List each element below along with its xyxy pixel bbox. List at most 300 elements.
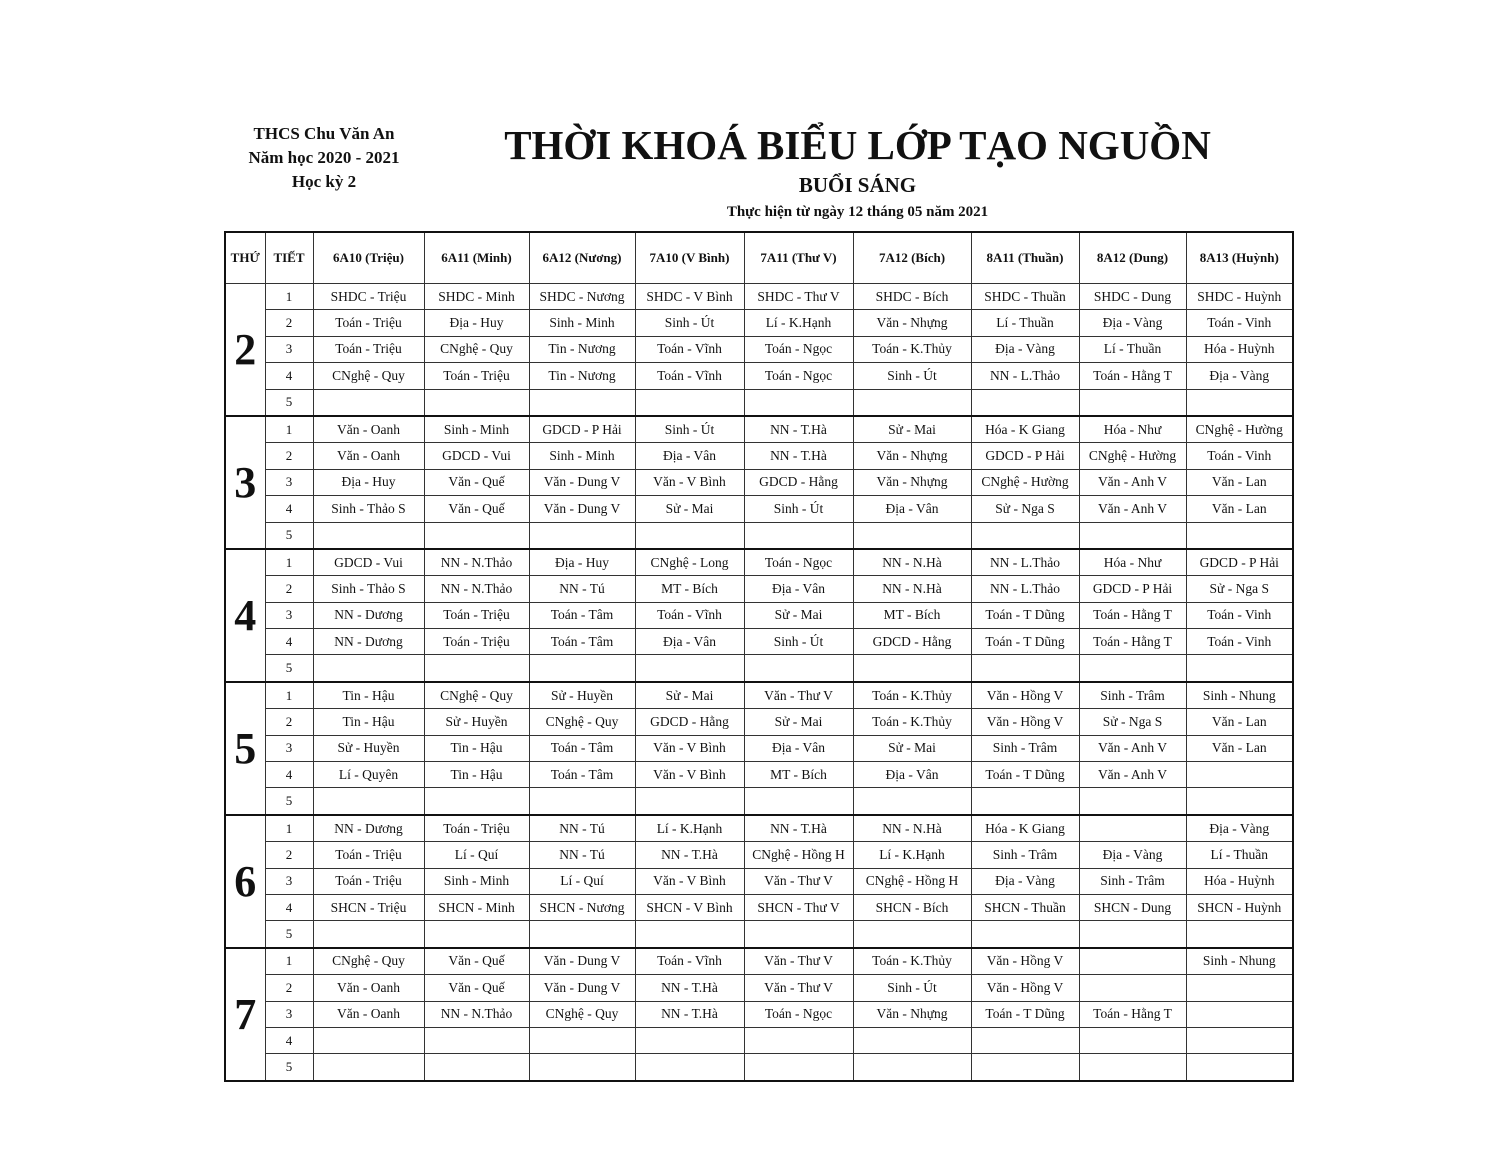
lesson-cell — [1186, 655, 1293, 682]
lesson-cell: Lí - K.Hạnh — [744, 310, 853, 336]
lesson-cell: Địa - Vàng — [971, 868, 1079, 894]
period-number: 2 — [265, 709, 313, 735]
day-label: 5 — [225, 682, 265, 815]
school-year: Năm học 2020 - 2021 — [248, 148, 400, 167]
lesson-cell — [1079, 975, 1186, 1001]
lesson-cell: Lí - Thuần — [1186, 842, 1293, 868]
lesson-cell: Địa - Vàng — [1186, 815, 1293, 842]
lesson-cell: Lí - Thuần — [1079, 336, 1186, 362]
lesson-cell — [529, 1054, 635, 1081]
table-row — [225, 576, 1293, 602]
school-name: THCS Chu Văn An — [253, 124, 395, 143]
class-header: 6A11 (Minh) — [424, 232, 529, 284]
lesson-cell — [635, 655, 744, 682]
lesson-cell: Lí - K.Hạnh — [853, 842, 971, 868]
lesson-cell: Toán - Triệu — [313, 868, 424, 894]
lesson-cell: CNghệ - Quy — [313, 363, 424, 389]
lesson-cell: NN - Dương — [313, 815, 424, 842]
lesson-cell: Toán - Vinh — [1186, 443, 1293, 469]
lesson-cell: NN - Tú — [529, 576, 635, 602]
lesson-cell: Sinh - Nhung — [1186, 682, 1293, 709]
lesson-cell — [313, 389, 424, 416]
lesson-cell — [1079, 921, 1186, 948]
lesson-cell — [853, 522, 971, 549]
lesson-cell: Văn - Quế — [424, 975, 529, 1001]
class-header: 8A13 (Huỳnh) — [1186, 232, 1293, 284]
day-label: 7 — [225, 948, 265, 1081]
lesson-cell: GDCD - Vui — [424, 443, 529, 469]
lesson-cell: CNghệ - Quy — [424, 682, 529, 709]
period-number: 1 — [265, 549, 313, 576]
lesson-cell: SHCN - Huỳnh — [1186, 894, 1293, 920]
lesson-cell: Văn - Quế — [424, 948, 529, 975]
lesson-cell: Toán - K.Thủy — [853, 682, 971, 709]
lesson-cell: Sử - Mai — [635, 682, 744, 709]
lesson-cell — [313, 921, 424, 948]
lesson-cell: GDCD - Hằng — [744, 469, 853, 495]
lesson-cell: Sử - Nga S — [1186, 576, 1293, 602]
lesson-cell: Toán - K.Thủy — [853, 948, 971, 975]
lesson-cell: Toán - T Dũng — [971, 629, 1079, 655]
lesson-cell: Toán - Tâm — [529, 602, 635, 628]
lesson-cell: Văn - Thư V — [744, 682, 853, 709]
lesson-cell: Sử - Mai — [744, 602, 853, 628]
lesson-cell: CNghệ - Hường — [971, 469, 1079, 495]
lesson-cell — [529, 921, 635, 948]
lesson-cell: SHCN - Bích — [853, 894, 971, 920]
lesson-cell: SHDC - Minh — [424, 284, 529, 310]
day-label: 6 — [225, 815, 265, 948]
lesson-cell: NN - N.Hà — [853, 549, 971, 576]
class-header: 7A10 (V Bình) — [635, 232, 744, 284]
lesson-cell: Địa - Huy — [424, 310, 529, 336]
lesson-cell: Văn - Anh V — [1079, 735, 1186, 761]
table-row — [225, 469, 1293, 495]
lesson-cell — [971, 921, 1079, 948]
lesson-cell: Địa - Vàng — [971, 336, 1079, 362]
lesson-cell: Văn - Dung V — [529, 948, 635, 975]
table-row — [225, 310, 1293, 336]
lesson-cell: SHCN - V Bình — [635, 894, 744, 920]
lesson-cell: Địa - Vàng — [1079, 842, 1186, 868]
period-number: 1 — [265, 284, 313, 310]
lesson-cell — [853, 389, 971, 416]
lesson-cell: NN - Tú — [529, 815, 635, 842]
lesson-cell — [313, 522, 424, 549]
lesson-cell: Sinh - Thảo S — [313, 496, 424, 522]
lesson-cell — [744, 921, 853, 948]
lesson-cell: NN - N.Thảo — [424, 1001, 529, 1027]
period-number: 3 — [265, 868, 313, 894]
timetable — [224, 231, 1294, 1082]
lesson-cell — [1079, 522, 1186, 549]
lesson-cell: SHDC - Huỳnh — [1186, 284, 1293, 310]
lesson-cell: Văn - Lan — [1186, 469, 1293, 495]
table-row — [225, 868, 1293, 894]
lesson-cell: Địa - Vân — [853, 762, 971, 788]
lesson-cell: Tin - Hậu — [424, 735, 529, 761]
lesson-cell: Sinh - Minh — [424, 416, 529, 443]
lesson-cell: Sinh - Út — [744, 629, 853, 655]
lesson-cell — [1186, 1054, 1293, 1081]
lesson-cell: Văn - Hồng V — [971, 709, 1079, 735]
lesson-cell: NN - Dương — [313, 629, 424, 655]
period-number: 4 — [265, 496, 313, 522]
lesson-cell — [635, 389, 744, 416]
lesson-cell: Hóa - Như — [1079, 549, 1186, 576]
lesson-cell: Văn - Dung V — [529, 975, 635, 1001]
period-number: 5 — [265, 655, 313, 682]
day-label: 4 — [225, 549, 265, 682]
lesson-cell — [971, 655, 1079, 682]
lesson-cell: Văn - Lan — [1186, 709, 1293, 735]
table-row — [225, 629, 1293, 655]
table-row — [225, 284, 1293, 310]
lesson-cell: Sinh - Trâm — [1079, 682, 1186, 709]
table-row — [225, 709, 1293, 735]
lesson-cell: Toán - Triệu — [313, 336, 424, 362]
lesson-cell — [853, 655, 971, 682]
lesson-cell: Văn - Oanh — [313, 443, 424, 469]
lesson-cell: Sinh - Út — [635, 310, 744, 336]
lesson-cell: Sử - Huyền — [529, 682, 635, 709]
class-header: 6A10 (Triệu) — [313, 232, 424, 284]
lesson-cell: Toán - Triệu — [313, 842, 424, 868]
lesson-cell — [529, 788, 635, 815]
period-number: 2 — [265, 310, 313, 336]
lesson-cell: SHDC - Triệu — [313, 284, 424, 310]
lesson-cell — [1079, 788, 1186, 815]
lesson-cell — [744, 522, 853, 549]
lesson-cell: Địa - Vàng — [1079, 310, 1186, 336]
lesson-cell — [1079, 1027, 1186, 1053]
period-number: 2 — [265, 576, 313, 602]
table-row — [225, 522, 1293, 549]
timetable-body — [225, 284, 1293, 1081]
period-number: 4 — [265, 363, 313, 389]
lesson-cell: SHCN - Triệu — [313, 894, 424, 920]
lesson-cell: NN - L.Thảo — [971, 576, 1079, 602]
lesson-cell: Văn - Hồng V — [971, 948, 1079, 975]
lesson-cell: Địa - Vân — [635, 443, 744, 469]
lesson-cell: Toán - Hằng T — [1079, 602, 1186, 628]
lesson-cell: Hóa - K Giang — [971, 416, 1079, 443]
page-title: THỜI KHOÁ BIỂU LỚP TẠO NGUỒN — [504, 122, 1211, 168]
period-number: 3 — [265, 1001, 313, 1027]
lesson-cell: Toán - Triệu — [424, 363, 529, 389]
table-row — [225, 948, 1293, 975]
lesson-cell: Sinh - Thảo S — [313, 576, 424, 602]
lesson-cell — [313, 1027, 424, 1053]
lesson-cell — [1186, 788, 1293, 815]
lesson-cell — [313, 1054, 424, 1081]
lesson-cell — [635, 1027, 744, 1053]
lesson-cell: Sử - Nga S — [971, 496, 1079, 522]
period-number: 3 — [265, 336, 313, 362]
table-row — [225, 788, 1293, 815]
lesson-cell: Toán - Triệu — [424, 602, 529, 628]
lesson-cell — [1186, 1027, 1293, 1053]
lesson-cell — [744, 389, 853, 416]
lesson-cell: GDCD - Hằng — [635, 709, 744, 735]
lesson-cell: Hóa - Như — [1079, 416, 1186, 443]
lesson-cell — [424, 1027, 529, 1053]
class-header: 7A12 (Bích) — [853, 232, 971, 284]
lesson-cell — [971, 389, 1079, 416]
lesson-cell: Văn - Anh V — [1079, 496, 1186, 522]
lesson-cell: CNghệ - Quy — [529, 1001, 635, 1027]
day-column-header: THỨ — [225, 232, 265, 284]
class-header: 7A11 (Thư V) — [744, 232, 853, 284]
lesson-cell: Lí - Quyên — [313, 762, 424, 788]
lesson-cell — [744, 788, 853, 815]
lesson-cell: Sinh - Út — [635, 416, 744, 443]
lesson-cell: Toán - Triệu — [424, 815, 529, 842]
lesson-cell: Văn - V Bình — [635, 735, 744, 761]
lesson-cell — [853, 1054, 971, 1081]
table-row — [225, 735, 1293, 761]
lesson-cell: Tin - Nương — [529, 363, 635, 389]
lesson-cell: Tin - Hậu — [313, 709, 424, 735]
period-number: 4 — [265, 1027, 313, 1053]
lesson-cell: Tin - Hậu — [313, 682, 424, 709]
lesson-cell: Văn - Oanh — [313, 975, 424, 1001]
lesson-cell — [313, 655, 424, 682]
lesson-cell: Toán - Triệu — [424, 629, 529, 655]
lesson-cell — [424, 522, 529, 549]
lesson-cell: Toán - Hằng T — [1079, 629, 1186, 655]
lesson-cell: NN - N.Hà — [853, 815, 971, 842]
table-row — [225, 363, 1293, 389]
lesson-cell: Văn - Lan — [1186, 496, 1293, 522]
period-number: 2 — [265, 443, 313, 469]
lesson-cell: Sử - Mai — [853, 735, 971, 761]
lesson-cell: SHDC - Nương — [529, 284, 635, 310]
period-number: 5 — [265, 522, 313, 549]
lesson-cell: Sinh - Út — [853, 975, 971, 1001]
table-row — [225, 842, 1293, 868]
period-number: 1 — [265, 416, 313, 443]
period-number: 3 — [265, 469, 313, 495]
table-row — [225, 443, 1293, 469]
lesson-cell: Sinh - Trâm — [1079, 868, 1186, 894]
lesson-cell: Toán - Ngọc — [744, 549, 853, 576]
lesson-cell: Lí - K.Hạnh — [635, 815, 744, 842]
lesson-cell: NN - N.Hà — [853, 576, 971, 602]
period-number: 3 — [265, 735, 313, 761]
lesson-cell: Văn - Quế — [424, 469, 529, 495]
lesson-cell: Địa - Huy — [529, 549, 635, 576]
lesson-cell — [853, 1027, 971, 1053]
lesson-cell: Sử - Mai — [635, 496, 744, 522]
lesson-cell: Văn - Thư V — [744, 975, 853, 1001]
lesson-cell: Văn - Dung V — [529, 469, 635, 495]
period-number: 2 — [265, 975, 313, 1001]
lesson-cell: Sử - Mai — [744, 709, 853, 735]
lesson-cell: Văn - V Bình — [635, 868, 744, 894]
lesson-cell: NN - Tú — [529, 842, 635, 868]
lesson-cell: CNghệ - Quy — [424, 336, 529, 362]
table-row — [225, 416, 1293, 443]
lesson-cell: GDCD - P Hải — [1186, 549, 1293, 576]
lesson-cell: Toán - Hằng T — [1079, 363, 1186, 389]
lesson-cell: NN - T.Hà — [744, 416, 853, 443]
lesson-cell: CNghệ - Hường — [1186, 416, 1293, 443]
lesson-cell: Sử - Mai — [853, 416, 971, 443]
period-number: 1 — [265, 682, 313, 709]
lesson-cell — [424, 921, 529, 948]
lesson-cell: Toán - Ngọc — [744, 1001, 853, 1027]
lesson-cell: Sinh - Út — [853, 363, 971, 389]
lesson-cell: SHDC - Thuần — [971, 284, 1079, 310]
lesson-cell — [1186, 1001, 1293, 1027]
lesson-cell — [424, 788, 529, 815]
lesson-cell: Tin - Hậu — [424, 762, 529, 788]
table-row — [225, 496, 1293, 522]
lesson-cell — [424, 1054, 529, 1081]
lesson-cell — [1186, 522, 1293, 549]
lesson-cell: SHDC - Thư V — [744, 284, 853, 310]
lesson-cell: Văn - Nhựng — [853, 469, 971, 495]
lesson-cell: NN - Dương — [313, 602, 424, 628]
page-subtitle: BUỔI SÁNG — [798, 173, 917, 197]
table-row — [225, 1054, 1293, 1081]
lesson-cell: Văn - Nhựng — [853, 443, 971, 469]
lesson-cell — [635, 522, 744, 549]
lesson-cell: NN - T.Hà — [744, 443, 853, 469]
table-row — [225, 921, 1293, 948]
lesson-cell: Văn - Anh V — [1079, 469, 1186, 495]
lesson-cell: SHCN - Thư V — [744, 894, 853, 920]
lesson-cell — [1186, 921, 1293, 948]
lesson-cell — [853, 788, 971, 815]
lesson-cell: Văn - Oanh — [313, 1001, 424, 1027]
lesson-cell: Toán - T Dũng — [971, 762, 1079, 788]
period-number: 3 — [265, 602, 313, 628]
lesson-cell: Văn - Thư V — [744, 868, 853, 894]
lesson-cell: CNghệ - Quy — [313, 948, 424, 975]
lesson-cell: Địa - Vân — [635, 629, 744, 655]
lesson-cell — [635, 1054, 744, 1081]
lesson-cell: Văn - Nhựng — [853, 310, 971, 336]
lesson-cell: Toán - K.Thủy — [853, 336, 971, 362]
lesson-cell — [971, 788, 1079, 815]
lesson-cell: Lí - Quí — [424, 842, 529, 868]
lesson-cell: Lí - Thuần — [971, 310, 1079, 336]
lesson-cell: Văn - V Bình — [635, 469, 744, 495]
lesson-cell: SHDC - Dung — [1079, 284, 1186, 310]
lesson-cell: Văn - Thư V — [744, 948, 853, 975]
lesson-cell: Sinh - Minh — [529, 443, 635, 469]
lesson-cell: Địa - Vàng — [1186, 363, 1293, 389]
lesson-cell: Toán - Tâm — [529, 762, 635, 788]
lesson-cell — [635, 788, 744, 815]
header-row — [225, 232, 1293, 284]
lesson-cell: GDCD - P Hải — [529, 416, 635, 443]
lesson-cell — [1079, 389, 1186, 416]
lesson-cell: NN - N.Thảo — [424, 549, 529, 576]
lesson-cell: CNghệ - Long — [635, 549, 744, 576]
lesson-cell: SHCN - Nương — [529, 894, 635, 920]
lesson-cell: GDCD - P Hải — [971, 443, 1079, 469]
lesson-cell: Văn - Dung V — [529, 496, 635, 522]
lesson-cell — [1186, 389, 1293, 416]
lesson-cell: Toán - Hằng T — [1079, 1001, 1186, 1027]
lesson-cell: Hóa - Huỳnh — [1186, 868, 1293, 894]
lesson-cell: Địa - Vân — [853, 496, 971, 522]
period-number: 2 — [265, 842, 313, 868]
table-row — [225, 762, 1293, 788]
lesson-cell — [424, 655, 529, 682]
lesson-cell: Toán - K.Thủy — [853, 709, 971, 735]
table-row — [225, 389, 1293, 416]
table-row — [225, 602, 1293, 628]
lesson-cell: Sử - Nga S — [1079, 709, 1186, 735]
lesson-cell — [424, 389, 529, 416]
table-row — [225, 1001, 1293, 1027]
lesson-cell: Toán - Vĩnh — [635, 363, 744, 389]
lesson-cell — [1186, 975, 1293, 1001]
lesson-cell — [853, 921, 971, 948]
lesson-cell — [744, 655, 853, 682]
lesson-cell: Sinh - Minh — [529, 310, 635, 336]
period-number: 5 — [265, 1054, 313, 1081]
lesson-cell: Sử - Huyền — [424, 709, 529, 735]
lesson-cell: Hóa - Huỳnh — [1186, 336, 1293, 362]
lesson-cell: Toán - Vĩnh — [635, 602, 744, 628]
period-number: 5 — [265, 389, 313, 416]
lesson-cell: NN - T.Hà — [635, 975, 744, 1001]
lesson-cell: Văn - Nhựng — [853, 1001, 971, 1027]
lesson-cell: Văn - Anh V — [1079, 762, 1186, 788]
effective-date: Thực hiện từ ngày 12 tháng 05 năm 2021 — [726, 204, 989, 220]
lesson-cell: Sử - Huyền — [313, 735, 424, 761]
lesson-cell: Toán - Vĩnh — [635, 948, 744, 975]
period-number: 5 — [265, 788, 313, 815]
lesson-cell: Toán - Ngọc — [744, 363, 853, 389]
lesson-cell: GDCD - Hằng — [853, 629, 971, 655]
lesson-cell: Sinh - Trâm — [971, 735, 1079, 761]
lesson-cell: Sinh - Út — [744, 496, 853, 522]
lesson-cell: SHCN - Thuần — [971, 894, 1079, 920]
class-header: 8A11 (Thuần) — [971, 232, 1079, 284]
lesson-cell: Toán - Vĩnh — [635, 336, 744, 362]
lesson-cell: Văn - Hồng V — [971, 975, 1079, 1001]
table-row — [225, 655, 1293, 682]
lesson-cell: Sinh - Trâm — [971, 842, 1079, 868]
table-row — [225, 975, 1293, 1001]
lesson-cell: CNghệ - Hường — [1079, 443, 1186, 469]
period-number: 4 — [265, 629, 313, 655]
lesson-cell: NN - L.Thảo — [971, 549, 1079, 576]
lesson-cell — [1079, 655, 1186, 682]
lesson-cell: Địa - Vân — [744, 735, 853, 761]
day-label: 2 — [225, 284, 265, 416]
table-row — [225, 815, 1293, 842]
period-number: 4 — [265, 894, 313, 920]
lesson-cell: Sinh - Nhung — [1186, 948, 1293, 975]
lesson-cell: Toán - T Dũng — [971, 602, 1079, 628]
lesson-cell: Lí - Quí — [529, 868, 635, 894]
lesson-cell: CNghệ - Hồng H — [853, 868, 971, 894]
lesson-cell: GDCD - Vui — [313, 549, 424, 576]
lesson-cell: SHCN - Dung — [1079, 894, 1186, 920]
lesson-cell: Địa - Vân — [744, 576, 853, 602]
lesson-cell: Văn - Oanh — [313, 416, 424, 443]
table-row — [225, 682, 1293, 709]
lesson-cell — [635, 921, 744, 948]
lesson-cell: Toán - Ngọc — [744, 336, 853, 362]
